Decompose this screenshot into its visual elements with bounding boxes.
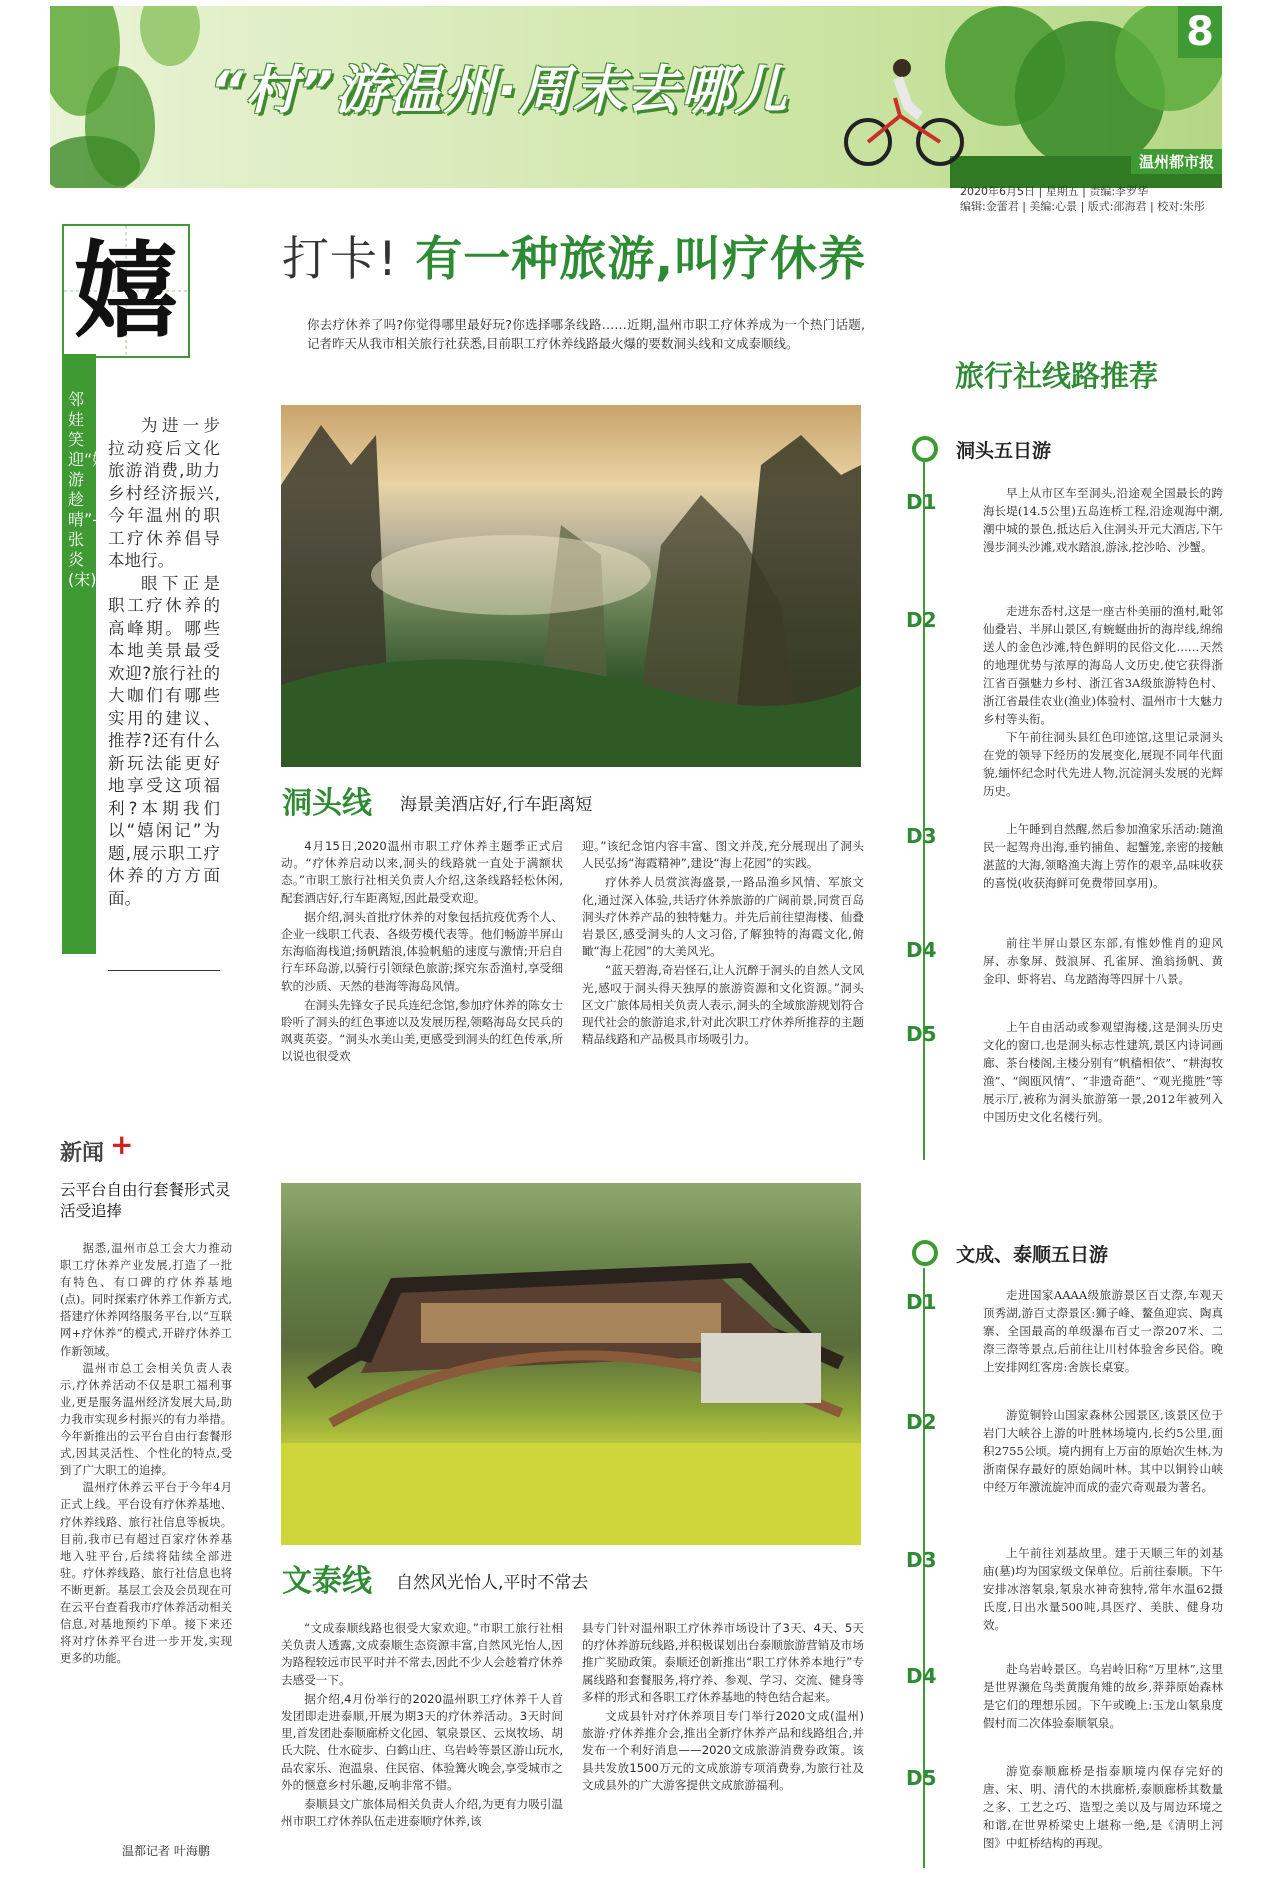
day-text	[983, 1406, 1223, 1496]
travel-section-title: 旅行社线路推荐	[955, 359, 1159, 393]
intro-paragraph: 为进一步拉动疫后文化旅游消费,助力乡村经济振兴,今年温州的职工疗休养倡导本地行。	[108, 416, 220, 570]
route2-paragraph: 泰顺县文广旅体局相关负责人介绍,为更有力吸引温州市职工疗休养队伍走进泰顺疗休养,该	[281, 1797, 563, 1829]
day-text	[983, 820, 1223, 892]
route1-column-2	[582, 838, 864, 1050]
mountain-illustration	[281, 405, 861, 767]
day-paragraph: 赴乌岩岭景区。乌岩岭旧称“万里林”,这里是世界濒危鸟类黄腹角雉的故乡,莽莽原始森林是它们的理想乐园。下午或晚上:玉龙山氡泉度假村而二次体验泰顺氡泉。	[983, 1662, 1223, 1730]
section-char: 嬉	[73, 229, 178, 352]
day-label: D1	[906, 1290, 937, 1314]
news-paragraph: 据悉,温州市总工会大力推动职工疗休养产业发展,打造了一批有特色、有口碑的疗休养基地(点)。同时探索疗休养工作新方式,搭建疗休养网络服务平台,以“互联网+疗休养”的模式,开辟疗休养工作新领域。	[60, 1242, 232, 1358]
day-text	[983, 1660, 1223, 1732]
news-plus-icon: +	[110, 1128, 134, 1161]
day-text	[983, 484, 1223, 556]
day-label: D5	[906, 1022, 937, 1046]
headline-text: 有一种旅游,叫疗休养	[415, 232, 867, 287]
route1-paragraph: 4月15日,2020温州市职工疗休养主题季正式启动。“疗休养启动以来,洞头的线路就一直处于满额状态。”市职工旅行社相关负责人介绍,这条线路轻松休闲,配套酒店好,行车距离短,因此最受欢迎。	[281, 839, 563, 905]
day-paragraph: 前往半屏山景区东部,有惟妙惟肖的迎风屏、赤象屏、鼓浪屏、孔雀屏、渔翁扬帆、黄金印、虾将岩、乌龙踏海等四屏十八景。	[983, 936, 1223, 986]
intro-paragraph: 眼下正是职工疗休养的高峰期。哪些本地美景最受欢迎?旅行社的大咖们有哪些实用的建议、推荐?还有什么新玩法能更好地享受这项福利?本期我们以“嬉闲记”为题,展示职工疗休养的方方面面。	[108, 573, 220, 908]
page-number: 8	[1178, 6, 1222, 58]
news-paragraph: 温州疗休养云平台于今年4月正式上线。平台设有疗休养基地、疗休养线路、旅行社信息等板块。目前,我市已有超过百家疗休养基地入驻平台,后续将陆续全部进驻。疗休养线路、旅行社信息也将不断更新。基层工会及会员现在可在云平台查看我市疗休养活动相关信息,对基地预约下单。接下来还将对疗休养平台进一步开发,实现更多的功能。	[60, 1481, 232, 1666]
banner-title: “村”游温州·周末去哪儿	[210, 61, 789, 121]
date-line	[960, 184, 1205, 214]
day-label: D2	[906, 1410, 937, 1434]
dongtou-landscape-photo	[281, 405, 861, 767]
day-paragraph: 上午前往刘基故里。建于天顺三年的刘基庙(墓)均为国家级文保单位。后前往泰顺。下午安排冰溶氡泉,氡泉水神奇独特,常年水温62摄氏度,日出水量500吨,具医疗、美肤、健身功效。	[983, 1546, 1223, 1632]
route1-paragraph: 迎。”该纪念馆内容丰富、图文并茂,充分展现出了洞头人民弘扬“海霞精神”,建设“海上花园”的实践。	[582, 839, 864, 871]
day-text	[983, 602, 1223, 800]
masthead-banner	[50, 6, 1222, 188]
lead-paragraph: 你去疗休养了吗?你觉得哪里最好玩?你选择哪条线路……近期,温州市职工疗休养成为一个热门话题,记者昨天从我市相关旅行社获悉,目前职工疗休养线路最火爆的要数洞头线和文成泰顺线。	[307, 317, 865, 351]
route2-column-2	[582, 1620, 864, 1796]
route1-paragraph: 在洞头先锋女子民兵连纪念馆,参加疗休养的陈女士聆听了洞头的红色事迹以及发展历程,领略海岛女民兵的飒爽英姿。“洞头水美山美,更感受到洞头的红色传承,所以说也很受欢	[281, 997, 563, 1064]
day-label: D1	[906, 490, 937, 514]
day-label: D4	[906, 1664, 937, 1688]
route1-name: 洞头五日游	[956, 440, 1052, 462]
day-text	[983, 1762, 1223, 1852]
main-headline	[282, 222, 866, 289]
day-paragraph: 游览泰顺廊桥是指泰顺境内保存完好的唐、宋、明、清代的木拱廊桥,泰顺廊桥其数量之多、工艺之巧、造型之美以及与周边环境之和谐,在世界桥梁史上堪称一绝,是《清明上河图》中虹桥结构的再现。	[983, 1764, 1223, 1850]
day-paragraph: 早上从市区车至洞头,沿途观全国最长的跨海长堤(14.5公里)五岛连桥工程,沿途观海中潮,潮中城的景色,抵达后入住洞头开元大酒店,下午漫步洞头沙滩,戏水踏浪,游泳,挖沙哈、沙蟹。	[983, 486, 1223, 554]
day-paragraph: 下午前往洞头县红色印迹馆,这里记录洞头在党的领导下经历的发展变化,展现不同年代面貌,缅怀纪念时代先进人物,沉淀洞头发展的光辉历史。	[983, 730, 1223, 798]
news-paragraph: 温州市总工会相关负责人表示,疗休养活动不仅是职工福利事业,更是服务温州经济发展大局,助力我市实现乡村振兴的有力举措。今年新推出的云平台自由行套餐形式,因其灵活性、个性化的特点,受到了广大职工的追捧。	[60, 1361, 232, 1478]
route1-paragraph: 疗休养人员赏滨海盛景,一路品渔乡风情、军旅文化,通过深入体验,共话疗休养旅游的广阔前景,同赏百岛洞头疗休养产品的独特魅力。并先后前往望海楼、仙叠岩景区,感受洞头的人文习俗,了解独特的海霞文化,俯瞰“海上花园”的大美风光。	[582, 875, 864, 959]
route1-subtitle: 海景美酒店好,行车距离短	[400, 795, 593, 815]
news-byline: 温都记者 叶海鹏	[122, 1844, 210, 1858]
day-paragraph: 上午睡到自然醒,然后参加渔家乐活动:随渔民一起驾舟出海,垂钓捕鱼、起蟹笼,亲密的接触湛蓝的大海,领略渔夫海上劳作的艰辛,品味收获的喜悦(收获海鲜可免费带回享用)。	[983, 822, 1223, 890]
date-line-1: 2020年6月5日 | 星期五 | 责编:李罗华	[960, 185, 1149, 198]
route1-paragraph: “蓝天碧海,奇岩怪石,让人沉醉于洞头的自然人文风光,感叹于洞头得天独厚的旅游资源和文化资源。”洞头区文广旅体局相关负责人表示,洞头的全域旅游规划符合现代社会的旅游追求,针对此次职工疗休养所推荐的主题精品线路和产品极具市场吸引力。	[582, 963, 864, 1047]
vertical-caption: 邻娃笑迎“嬉游趁晴”——张炎(宋)	[68, 390, 125, 589]
day-paragraph: 走进国家AAAA级旅游景区百丈漈,车观天顶秀湖,游百丈漈景区:狮子峰、鳌鱼迎宾、陶真寨、全国最高的单级瀑布百丈一漈207米、二漈三漈等景点,后前往让川村体验舍乡民俗。晚上安排网红客房:舍族长桌宴。	[983, 1288, 1223, 1374]
day-text	[983, 1544, 1223, 1634]
route1-paragraph: 据介绍,洞头首批疗休养的对象包括抗疫优秀个人、企业一线职工代表、各级劳模代表等。他们畅游半屏山东海临海栈道;扬帆踏浪,体验帆船的速度与激情;开启自行车环岛游,以骑行引领绿色旅游;探究东岙渔村,享受细软的沙质、天然的巷海等海岛风情。	[281, 909, 563, 993]
route2-column-1	[281, 1620, 563, 1832]
timeline-line	[923, 460, 925, 1160]
section-char-box	[62, 224, 190, 358]
date-line-2: 编辑:金蕾君 | 美编:心景 | 版式:邵海君 | 校对:朱彤	[960, 200, 1205, 213]
headline-prefix: 打卡!	[282, 232, 398, 287]
newspaper-name: 温州都市报	[1131, 149, 1222, 174]
route2-subtitle: 自然风光怡人,平时不常去	[396, 1573, 589, 1593]
day-paragraph: 游览铜铃山国家森林公园景区,该景区位于岩门大峡谷上游的叶胜林场境内,长约5公里,面积2755公顷。境内拥有上万亩的原始次生林,为浙南保存最好的原始阔叶林。其中以铜铃山峡中经万年激流旋冲而成的壶穴奇观最为著名。	[983, 1408, 1223, 1494]
timeline-circle-icon	[912, 436, 938, 462]
route2-paragraph: “文成泰顺线路也很受大家欢迎。”市职工旅行社相关负责人透露,文成泰顺生态资源丰富,自然风光怡人,因为路程较远市民平时并不常去,因此不少人会趁着疗休养去感受一下。	[281, 1621, 563, 1687]
news-label: 新闻	[60, 1141, 105, 1166]
route1-column-1	[281, 838, 563, 1068]
timeline-circle-icon	[912, 1240, 938, 1266]
day-label: D5	[906, 1766, 937, 1790]
intro-text	[108, 415, 220, 910]
bridge-illustration	[281, 1183, 861, 1545]
divider	[108, 970, 220, 971]
day-text	[983, 934, 1223, 988]
route1-title: 洞头线	[282, 786, 372, 821]
day-label: D3	[906, 824, 937, 848]
covered-bridge-photo	[281, 1183, 861, 1545]
route2-name: 文成、泰顺五日游	[956, 1244, 1109, 1266]
day-label: D4	[906, 938, 937, 962]
route2-title: 文泰线	[282, 1564, 372, 1599]
day-paragraph: 走进东岙村,这是一座古朴美丽的渔村,毗邻仙叠岩、半屏山景区,有蜿蜒曲折的海岸线,绵绵送人的金色沙滩,特色鲜明的民俗文化……天然的地理优势与浓厚的海岛人文历史,使它获得浙江省百强魅力乡村、浙江省3A级旅游特色村、浙江省最佳农业(渔业)体验村、温州市十大魅力乡村等头衔。	[983, 604, 1223, 726]
day-text	[983, 1018, 1223, 1126]
route2-paragraph: 文成县针对疗休养项目专门举行2020文成(温州)旅游·疗休养推介会,推出全新疗休养产品和线路组合,并发布一个利好消息——2020文成旅游消费券政策。该县共发放1500万元的文成旅游专项消费券,为旅行社及文成县外的广大游客提供文成旅游福利。	[582, 1709, 864, 1792]
day-paragraph: 上午自由活动或参观望海楼,这是洞头历史文化的窗口,也是洞头标志性建筑,景区内诗词画廊、茶台楼阁,主楼分别有“帆樯相依”、“耕海牧渔”、“闽瓯风情”、“非遗奇葩”、“观光揽胜”等展示厅,被称为洞头旅游第一景,2012年被列入中国历史文化名楼行列。	[983, 1020, 1223, 1124]
news-headline: 云平台自由行套餐形式灵活受追捧	[60, 1181, 231, 1220]
news-body	[60, 1240, 232, 1667]
route2-paragraph: 县专门针对温州职工疗休养市场设计了3天、4天、5天的疗休养游玩线路,并积极谋划出台泰顺旅游营销及市场推广奖励政策。泰顺还创新推出“职工疗休养本地行”专属线路和套餐服务,将疗养、参观、学习、交流、健身等多样的形式和各职工疗休养基地的特色结合起来。	[582, 1621, 864, 1704]
route2-paragraph: 据介绍,4月份举行的2020温州职工疗休养千人首发团即走进泰顺,开展为期3天的疗休养活动。3天时间里,首发团赴泰顺廊桥文化园、氡泉景区、云岚牧场、胡氏大院、仕水碇步、白鹤山庄、乌岩岭等景区游山玩水,品农家乐、泡温泉、住民宿、体验篝火晚会,享受城市之外的惬意乡村乐趣,反响非常不错。	[281, 1691, 563, 1792]
day-text	[983, 1286, 1223, 1376]
day-label: D3	[906, 1548, 937, 1572]
day-label: D2	[906, 608, 937, 632]
